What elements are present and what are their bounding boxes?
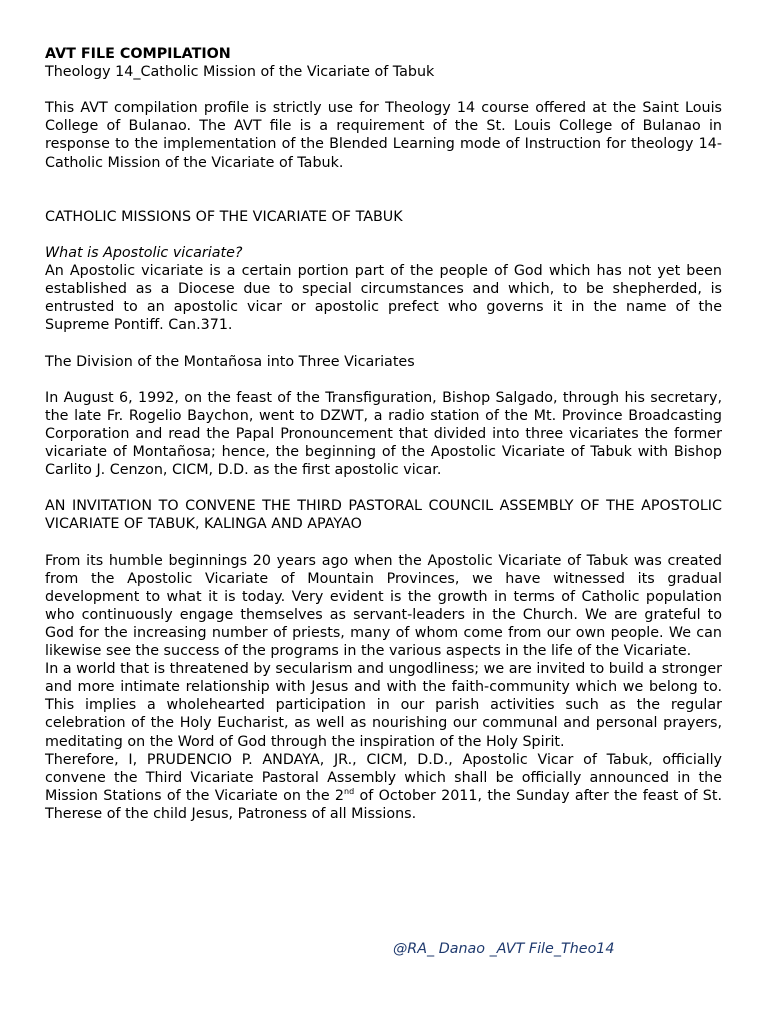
invitation-paragraph-1: From its humble beginnings 20 years ago when the Apostolic Vicariate of Tabuk was created from the Apostolic Vicariate of Mountain Provinces, we have witnessed its gradual development to what it is today. Very evident is the growth in terms of Catholic population who continuously engage themselves as servant-leaders in the Church. We are grateful to God for the increasing number of priests, many of whom come from our own people. We can likewise see the success of the programs in the various aspects in the life of the Vicariate. bbox=[45, 552, 722, 660]
definition-paragraph: An Apostolic vicariate is a certain portion part of the people of God which has not yet been established as a Diocese due to special circumstances and which, to be shepherded, is entrusted to an apostolic vicar or apostolic prefect who governs it in the name of the Supreme Pontiff. Can.371. bbox=[45, 263, 722, 334]
division-paragraph: In August 6, 1992, on the feast of the Transfiguration, Bishop Salgado, through his secretary, the late Fr. Rogelio Baychon, went to DZWT, a radio station of the Mt. Province Broadcasting Corporation and read the Papal Pronouncement that divided into three vicariates the former vicariate of Montañosa; hence, the beginning of the Apostolic Vicariate of Tabuk with Bishop Carlito J. Cenzon, CICM, D.D. as the first apostolic vicar. bbox=[45, 389, 722, 479]
invitation-paragraph-2: In a world that is threatened by secularism and ungodliness; we are invited to build a stronger and more intimate relationship with Jesus and with the faith-community which we belong to. This implies a wholehearted participation in our parish activities such as the regular celebration of the Holy Eucharist, as well as nourishing our communal and personal prayers, meditating on the Word of God through the inspiration of the Holy Spirit. bbox=[45, 661, 722, 750]
ordinal-suffix: nd bbox=[344, 787, 355, 797]
document-body bbox=[45, 45, 722, 823]
question-heading: What is Apostolic vicariate? bbox=[45, 245, 243, 262]
document-subtitle: Theology 14_Catholic Mission of the Vicariate of Tabuk bbox=[45, 64, 435, 81]
intro-paragraph: This AVT compilation profile is strictly use for Theology 14 course offered at the Saint Louis College of Bulanao. The AVT file is a requirement of the St. Louis College of Bulanao in response to the implementation of the Blended Learning mode of Instruction for theology 14- Catholic Mission of the Vicariate of Tabuk. bbox=[45, 100, 722, 171]
document-title: AVT FILE COMPILATION bbox=[45, 46, 231, 62]
footer-signature: @RA_ Danao _AVT File_Theo14 bbox=[393, 941, 615, 957]
invitation-heading: AN INVITATION TO CONVENE THE THIRD PASTORAL COUNCIL ASSEMBLY OF THE APOSTOLIC VICARIATE OF TABUK, KALINGA AND APAYAO bbox=[45, 498, 722, 533]
invitation-paragraph-3 bbox=[45, 751, 722, 823]
invitation-p3-end: of October 2011, the Sunday after the feast of St. Therese of the child Jesus, Patroness of all Missions. bbox=[45, 787, 723, 822]
section-heading: CATHOLIC MISSIONS OF THE VICARIATE OF TABUK bbox=[45, 208, 403, 225]
division-heading: The Division of the Montañosa into Three Vicariates bbox=[45, 353, 415, 370]
invitation-p3-start: Therefore, I, PRUDENCIO P. ANDAYA, JR., CICM, D.D., Apostolic Vicar of Tabuk, officially convene the Third Vicariate Pastoral Assembly which shall be officially announced in the Mission Stations of the Vicariate on the 2 bbox=[45, 751, 722, 804]
